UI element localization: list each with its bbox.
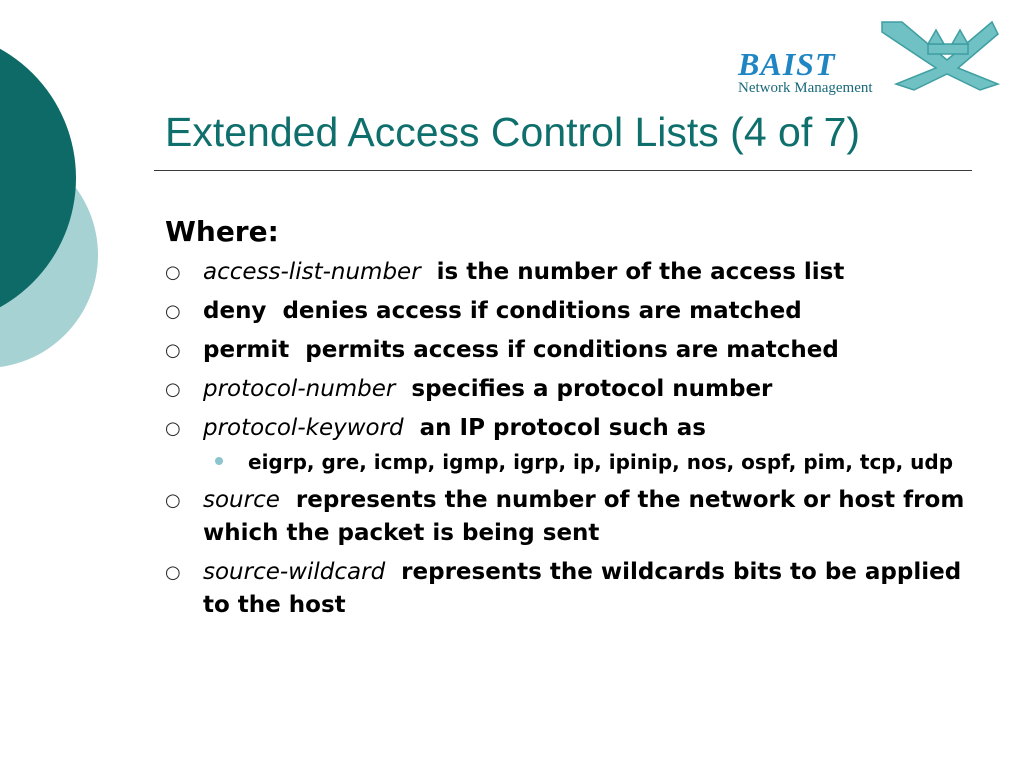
protocol-keywords: eigrp, gre, icmp, igmp, igrp, ip, ipinip, nos, ospf, pim, tcp, udp	[248, 450, 954, 474]
slide-content	[165, 214, 965, 628]
list-item	[165, 334, 965, 367]
item-term: source	[203, 487, 280, 513]
list-item	[165, 484, 965, 550]
item-term: protocol-keyword	[203, 415, 404, 441]
item-description: permits access if conditions are matched	[305, 337, 839, 363]
circle-bullet-icon: ○	[165, 301, 181, 322]
item-description: specifies a protocol number	[411, 376, 773, 402]
item-description: denies access if conditions are matched	[282, 298, 802, 324]
circle-bullet-icon: ○	[165, 562, 181, 583]
item-description: represents the number of the network or host from which the packet is being sent	[203, 487, 965, 546]
title-divider	[154, 170, 972, 171]
item-term: deny	[203, 298, 267, 324]
circle-bullet-icon: ○	[165, 262, 181, 283]
list-item	[165, 373, 965, 406]
circle-bullet-icon: ○	[165, 379, 181, 400]
list-item	[165, 556, 965, 622]
brand-subtitle: Network Management	[738, 80, 873, 96]
dot-bullet-icon	[215, 457, 223, 465]
list-item	[165, 295, 965, 328]
brand-name: BAIST	[738, 46, 836, 82]
circle-bullet-icon: ○	[165, 418, 181, 439]
item-description: represents the wildcards bits to be applied to the host	[203, 559, 962, 618]
sub-list-item	[165, 449, 965, 476]
item-description: an IP protocol such as	[419, 415, 706, 441]
item-term: protocol-number	[203, 376, 396, 402]
list-item	[165, 256, 965, 289]
decorative-circles	[0, 0, 110, 420]
item-description: is the number of the access list	[436, 259, 845, 285]
lead-text: Where:	[165, 215, 279, 248]
item-term: permit	[203, 337, 290, 363]
item-term: access-list-number	[203, 259, 421, 285]
circle-bullet-icon: ○	[165, 490, 181, 511]
list-item	[165, 412, 965, 445]
circle-bullet-icon: ○	[165, 340, 181, 361]
item-term: source-wildcard	[203, 559, 386, 585]
slide-title: Extended Access Control Lists (4 of 7)	[165, 109, 861, 155]
